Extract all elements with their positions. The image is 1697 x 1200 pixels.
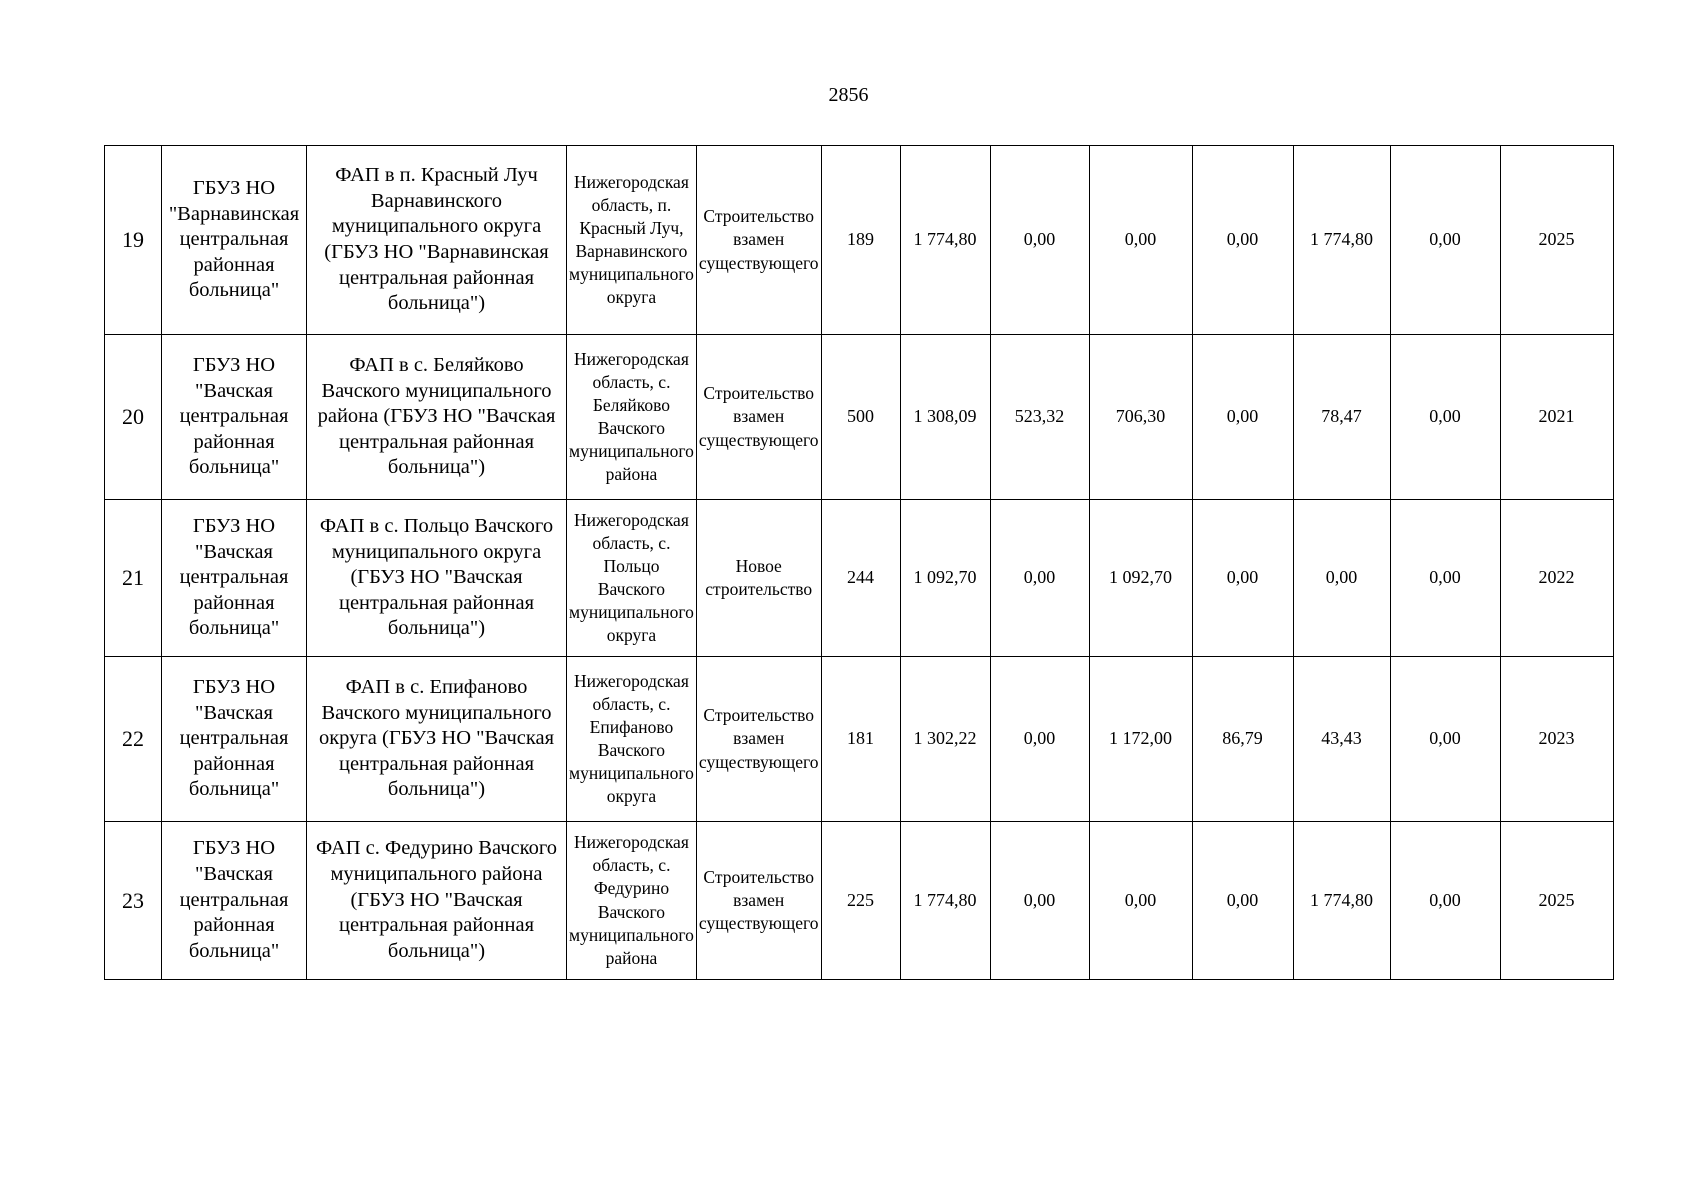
total-cost-cell: 1 774,80 xyxy=(900,146,990,335)
row-number-cell: 23 xyxy=(105,822,162,980)
value-cell-5: 0,00 xyxy=(1390,146,1500,335)
value-cell-2: 0,00 xyxy=(1089,822,1192,980)
value-cell-4: 43,43 xyxy=(1293,657,1390,822)
value-cell-3: 0,00 xyxy=(1192,146,1293,335)
row-number-cell: 20 xyxy=(105,335,162,500)
facility-name-cell: ФАП с. Федурино Вачского муниципального района (ГБУЗ НО "Вачская центральная районная больница") xyxy=(307,822,567,980)
value-cell-3: 0,00 xyxy=(1192,500,1293,657)
organization-cell: ГБУЗ НО "Вачская центральная районная больница" xyxy=(162,822,307,980)
value-cell-3: 0,00 xyxy=(1192,822,1293,980)
work-type-cell: Строительство взамен существующего xyxy=(696,657,821,822)
facility-name-cell: ФАП в с. Епифаново Вачского муниципального округа (ГБУЗ НО "Вачская центральная районная больница") xyxy=(307,657,567,822)
facilities-table xyxy=(104,145,1614,980)
facility-name-cell: ФАП в с. Польцо Вачского муниципального округа (ГБУЗ НО "Вачская центральная районная больница") xyxy=(307,500,567,657)
address-cell: Нижегородская область, с. Федурино Вачского муниципального района xyxy=(567,822,697,980)
work-type-cell: Новое строительство xyxy=(696,500,821,657)
value-cell-3: 0,00 xyxy=(1192,335,1293,500)
page-number: 2856 xyxy=(828,84,869,106)
value-cell-1: 0,00 xyxy=(990,146,1089,335)
year-cell: 2025 xyxy=(1500,822,1613,980)
table-row xyxy=(105,146,1614,335)
total-cost-cell: 1 302,22 xyxy=(900,657,990,822)
value-cell-1: 0,00 xyxy=(990,500,1089,657)
value-cell-4: 1 774,80 xyxy=(1293,822,1390,980)
row-number-cell: 22 xyxy=(105,657,162,822)
total-cost-cell: 1 092,70 xyxy=(900,500,990,657)
work-type-cell: Строительство взамен существующего xyxy=(696,146,821,335)
organization-cell: ГБУЗ НО "Варнавинская центральная районная больница" xyxy=(162,146,307,335)
organization-cell: ГБУЗ НО "Вачская центральная районная больница" xyxy=(162,657,307,822)
year-cell: 2023 xyxy=(1500,657,1613,822)
table-row xyxy=(105,657,1614,822)
facility-name-cell: ФАП в с. Беляйково Вачского муниципального района (ГБУЗ НО "Вачская центральная районная больница") xyxy=(307,335,567,500)
value-cell-2: 1 172,00 xyxy=(1089,657,1192,822)
capacity-cell: 244 xyxy=(821,500,900,657)
work-type-cell: Строительство взамен существующего xyxy=(696,335,821,500)
address-cell: Нижегородская область, п. Красный Луч, Варнавинского муниципального округа xyxy=(567,146,697,335)
value-cell-5: 0,00 xyxy=(1390,500,1500,657)
year-cell: 2022 xyxy=(1500,500,1613,657)
value-cell-3: 86,79 xyxy=(1192,657,1293,822)
table-row xyxy=(105,335,1614,500)
table-row xyxy=(105,500,1614,657)
value-cell-5: 0,00 xyxy=(1390,335,1500,500)
value-cell-4: 0,00 xyxy=(1293,500,1390,657)
value-cell-2: 0,00 xyxy=(1089,146,1192,335)
capacity-cell: 181 xyxy=(821,657,900,822)
value-cell-5: 0,00 xyxy=(1390,822,1500,980)
value-cell-2: 706,30 xyxy=(1089,335,1192,500)
value-cell-1: 523,32 xyxy=(990,335,1089,500)
address-cell: Нижегородская область, с. Епифаново Вачского муниципального округа xyxy=(567,657,697,822)
capacity-cell: 500 xyxy=(821,335,900,500)
table-row xyxy=(105,822,1614,980)
total-cost-cell: 1 308,09 xyxy=(900,335,990,500)
organization-cell: ГБУЗ НО "Вачская центральная районная больница" xyxy=(162,500,307,657)
total-cost-cell: 1 774,80 xyxy=(900,822,990,980)
organization-cell: ГБУЗ НО "Вачская центральная районная больница" xyxy=(162,335,307,500)
value-cell-4: 78,47 xyxy=(1293,335,1390,500)
year-cell: 2025 xyxy=(1500,146,1613,335)
work-type-cell: Строительство взамен существующего xyxy=(696,822,821,980)
row-number-cell: 19 xyxy=(105,146,162,335)
value-cell-2: 1 092,70 xyxy=(1089,500,1192,657)
value-cell-1: 0,00 xyxy=(990,657,1089,822)
facility-name-cell: ФАП в п. Красный Луч Варнавинского муниципального округа (ГБУЗ НО "Варнавинская центральная районная больница") xyxy=(307,146,567,335)
address-cell: Нижегородская область, с. Польцо Вачского муниципального округа xyxy=(567,500,697,657)
row-number-cell: 21 xyxy=(105,500,162,657)
value-cell-4: 1 774,80 xyxy=(1293,146,1390,335)
value-cell-1: 0,00 xyxy=(990,822,1089,980)
address-cell: Нижегородская область, с. Беляйково Вачского муниципального района xyxy=(567,335,697,500)
capacity-cell: 225 xyxy=(821,822,900,980)
year-cell: 2021 xyxy=(1500,335,1613,500)
value-cell-5: 0,00 xyxy=(1390,657,1500,822)
capacity-cell: 189 xyxy=(821,146,900,335)
